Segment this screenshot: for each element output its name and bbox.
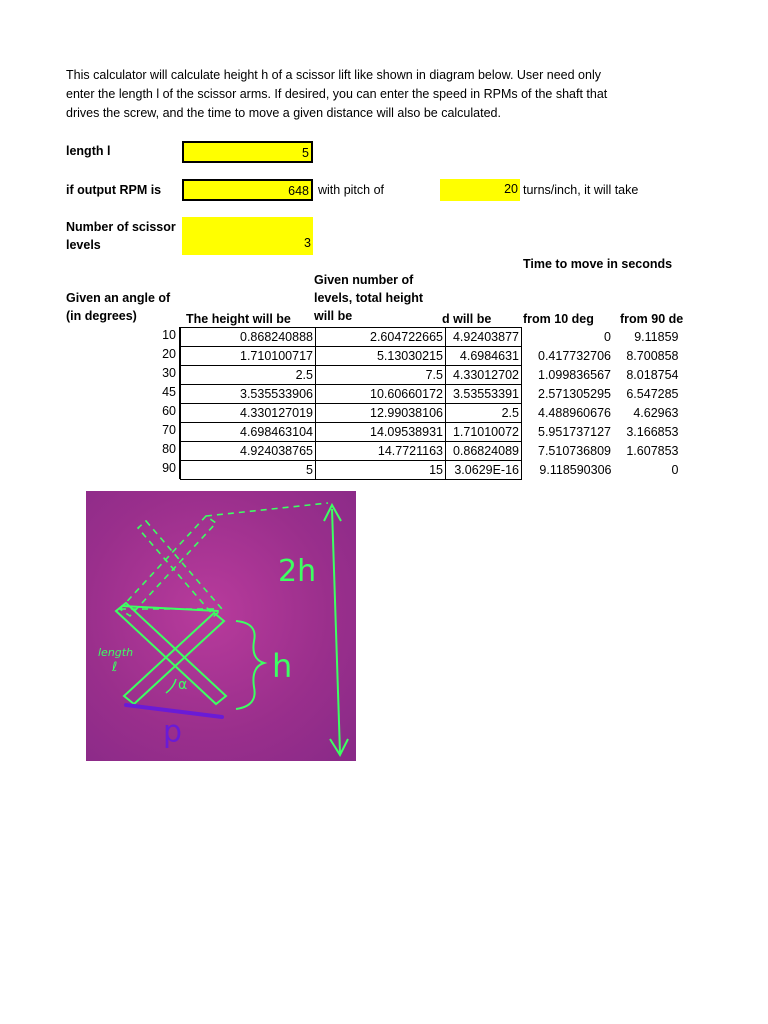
time-from-90-cell[interactable]: 8.700858 [626, 349, 679, 363]
total-header-line-2: levels, total height [314, 291, 424, 305]
2h-label: 2h [278, 554, 317, 589]
d-cell[interactable]: 4.6984631 [446, 347, 522, 366]
length-l-symbol: ℓ [112, 660, 118, 675]
total-height-cell[interactable]: 15 [316, 461, 446, 480]
d-label: d [162, 717, 182, 752]
alpha-label: α [178, 677, 188, 693]
d-cell[interactable]: 3.0629E-16 [446, 461, 522, 480]
total-height-cell[interactable]: 10.60660172 [316, 385, 446, 404]
time-from-10-cell[interactable]: 0.417732706 [538, 349, 611, 363]
table-row [181, 328, 681, 347]
angle-cell: 30 [152, 365, 180, 384]
time-from-90-cell[interactable]: 8.018754 [626, 368, 679, 382]
time-to-move-header: Time to move in seconds [523, 257, 673, 271]
d-cell[interactable]: 2.5 [446, 404, 522, 423]
table-row [181, 366, 681, 385]
angle-cell: 80 [152, 441, 180, 460]
length-label: length l [66, 144, 111, 158]
d-cell[interactable]: 0.86824089 [446, 442, 522, 461]
levels-input[interactable]: 3 [182, 217, 313, 255]
length-input[interactable]: 5 [182, 141, 313, 163]
total-height-cell[interactable]: 5.13030215 [316, 347, 446, 366]
angle-cell: 90 [152, 460, 180, 479]
time-from-10-cell[interactable]: 1.099836567 [538, 368, 611, 382]
angle-cell: 20 [152, 346, 180, 365]
h-label: h [272, 647, 293, 685]
scissor-lift-diagram [86, 491, 356, 761]
pitch-suffix: turns/inch, it will take [523, 183, 639, 197]
levels-label-line-1: Number of scissor [66, 220, 176, 234]
intro-line-2: enter the length l of the scissor arms. If desired, you can enter the speed in RPMs of the shaft that [66, 87, 608, 101]
rpm-label: if output RPM is [66, 183, 162, 197]
intro-line-1: This calculator will calculate height h of a scissor lift like shown in diagram below. User need only [66, 68, 601, 82]
table-row [181, 404, 681, 423]
from-10-header: from 10 deg [523, 312, 594, 326]
height-cell[interactable]: 0.868240888 [181, 328, 316, 347]
time-from-90-cell[interactable]: 9.11859 [634, 330, 679, 344]
angle-cell: 10 [152, 327, 180, 346]
time-from-10-cell[interactable]: 0 [604, 330, 611, 344]
table-row [181, 347, 681, 366]
pitch-input[interactable]: 20 [440, 179, 520, 201]
d-cell[interactable]: 4.33012702 [446, 366, 522, 385]
height-cell[interactable]: 3.535533906 [181, 385, 316, 404]
total-header-line-1: Given number of [314, 273, 414, 287]
angle-header-line-1: Given an angle of [66, 291, 171, 305]
angle-cell: 60 [152, 403, 180, 422]
diagram-background [86, 491, 356, 761]
angle-column [152, 327, 180, 479]
time-from-90-cell[interactable]: 6.547285 [626, 387, 679, 401]
total-height-cell[interactable]: 2.604722665 [316, 328, 446, 347]
angle-cell: 45 [152, 384, 180, 403]
rpm-input[interactable]: 648 [182, 179, 313, 201]
time-from-90-cell[interactable]: 4.62963 [633, 406, 679, 420]
d-cell[interactable]: 4.92403877 [446, 328, 522, 347]
from-90-header: from 90 de [620, 312, 684, 326]
time-from-10-cell[interactable]: 2.571305295 [538, 387, 611, 401]
time-from-90-cell[interactable]: 0 [671, 463, 679, 477]
total-height-cell[interactable]: 14.09538931 [316, 423, 446, 442]
time-from-10-cell[interactable]: 5.951737127 [538, 425, 611, 439]
angle-header-line-2: (in degrees) [66, 309, 137, 323]
time-from-10-cell[interactable]: 7.510736809 [538, 444, 611, 458]
pitch-label: with pitch of [318, 183, 385, 197]
time-from-10-cell[interactable]: 9.118590306 [539, 463, 612, 477]
height-header: The height will be [186, 312, 291, 326]
total-header-line-3: will be [314, 309, 353, 323]
time-from-10-cell[interactable]: 4.488960676 [538, 406, 611, 420]
time-from-90-cell[interactable]: 1.607853 [626, 444, 679, 458]
d-cell[interactable]: 1.71010072 [446, 423, 522, 442]
height-cell[interactable]: 4.698463104 [181, 423, 316, 442]
d-cell[interactable]: 3.53553391 [446, 385, 522, 404]
total-height-cell[interactable]: 12.99038106 [316, 404, 446, 423]
total-height-cell[interactable]: 7.5 [316, 366, 446, 385]
table-row [181, 442, 681, 461]
height-cell[interactable]: 4.330127019 [181, 404, 316, 423]
intro-line-3: drives the screw, and the time to move a given distance will also be calculated. [66, 106, 501, 120]
levels-label-line-2: levels [66, 238, 101, 252]
table-row [181, 461, 681, 480]
table-row [181, 385, 681, 404]
height-cell[interactable]: 4.924038765 [181, 442, 316, 461]
intro-paragraph [66, 66, 706, 123]
height-cell[interactable]: 1.710100717 [181, 347, 316, 366]
time-from-90-cell[interactable]: 3.166853 [626, 425, 679, 439]
total-height-cell[interactable]: 14.7721163 [316, 442, 446, 461]
results-table [180, 327, 681, 480]
d-header: d will be [442, 312, 492, 326]
angle-cell: 70 [152, 422, 180, 441]
length-label-text: length [98, 646, 134, 659]
height-cell[interactable]: 5 [181, 461, 316, 480]
table-row [181, 423, 681, 442]
height-cell[interactable]: 2.5 [181, 366, 316, 385]
